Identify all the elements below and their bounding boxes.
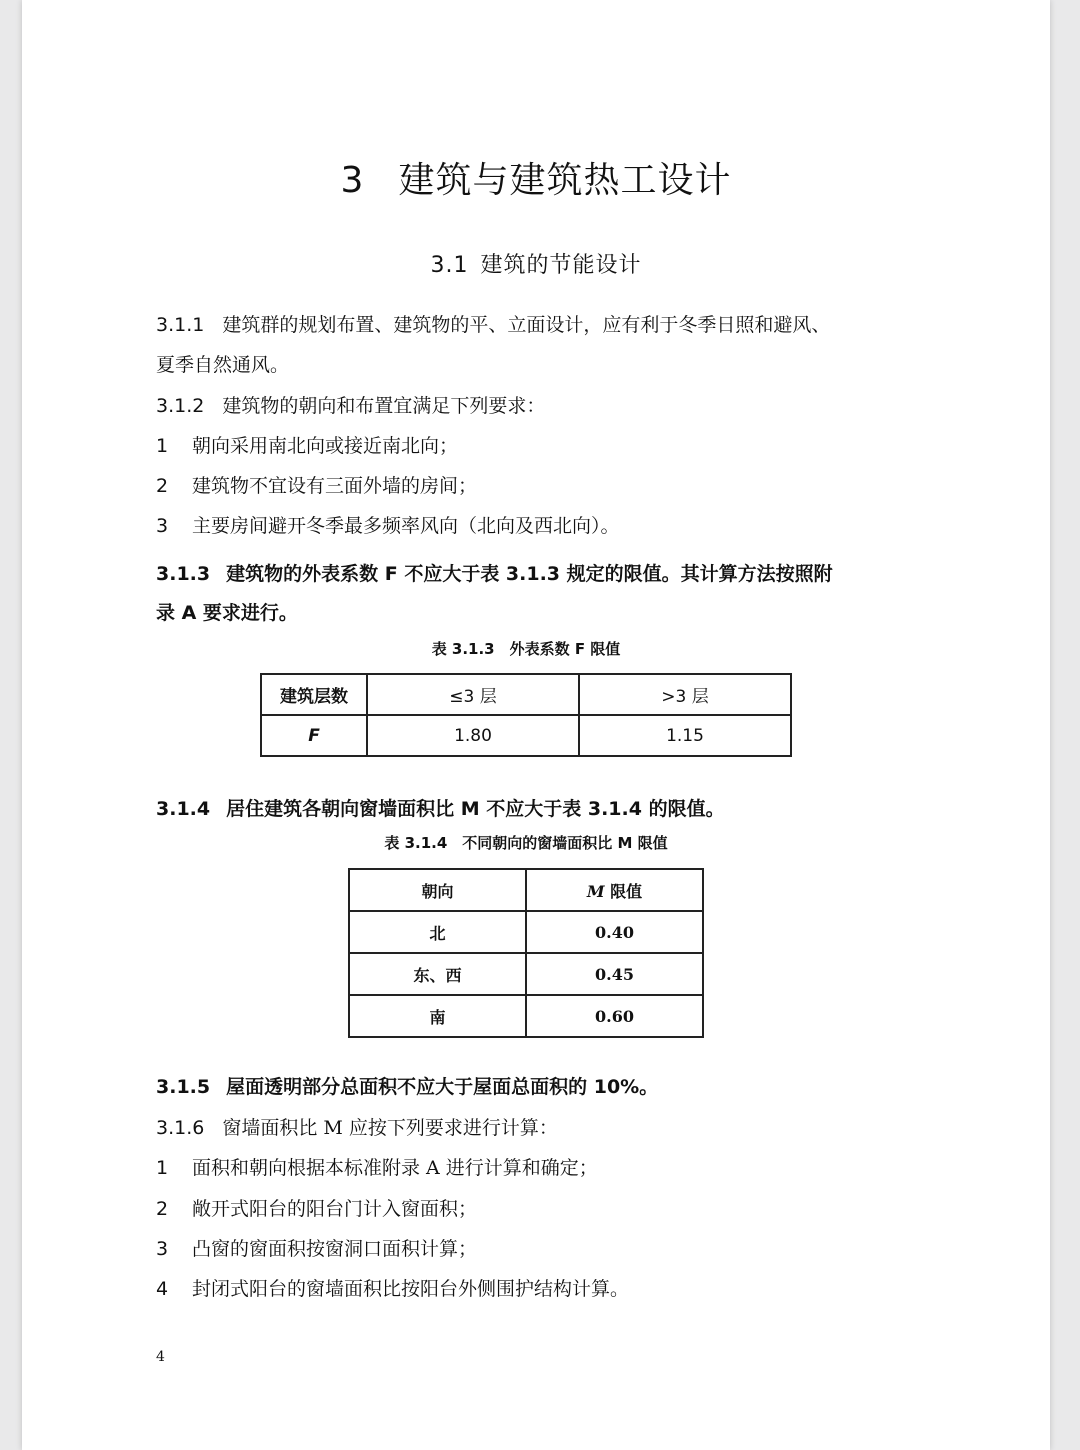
list-item-text: 主要房间避开冬季最多频率风向（北向及西北向）。 bbox=[192, 515, 620, 537]
clause-text: 录 A 要求进行。 bbox=[156, 602, 298, 624]
list-item bbox=[156, 1194, 477, 1221]
clause-3-1-5 bbox=[156, 1072, 658, 1099]
clause-3-1-3 bbox=[156, 559, 833, 586]
table-cell: 东、西 bbox=[349, 953, 526, 995]
table-row bbox=[349, 995, 703, 1037]
list-item-text: 敞开式阳台的阳台门计入窗面积； bbox=[192, 1198, 478, 1220]
list-item bbox=[156, 431, 458, 458]
section-number: 3.1 bbox=[430, 253, 469, 278]
table-header-cell: 建筑层数 bbox=[261, 674, 367, 715]
clause-number: 3.1.4 bbox=[156, 798, 211, 820]
chapter-title-text: 建筑与建筑热工设计 bbox=[398, 160, 732, 201]
list-item-text: 面积和朝向根据本标准附录 A 进行计算和确定； bbox=[192, 1157, 598, 1179]
table-row bbox=[349, 911, 703, 953]
clause-text: 屋面透明部分总面积不应大于屋面总面积的 10%。 bbox=[226, 1076, 659, 1098]
table-cell: 0.40 bbox=[526, 911, 703, 953]
list-item-number: 1 bbox=[156, 435, 169, 457]
list-item-number: 2 bbox=[156, 1198, 169, 1220]
list-item bbox=[156, 1153, 598, 1180]
clause-number: 3.1.3 bbox=[156, 563, 211, 585]
table-3-1-3-caption: 表 3.1.3 外表系数 F 限值 bbox=[431, 640, 621, 658]
document-page bbox=[22, 0, 1050, 1450]
page-number: 4 bbox=[156, 1349, 165, 1365]
section-title bbox=[22, 248, 1050, 279]
clause-text: 建筑物的朝向和布置宜满足下列要求： bbox=[222, 395, 546, 417]
table-row bbox=[261, 715, 791, 756]
list-item-number: 4 bbox=[156, 1278, 169, 1300]
header-label: 限值 bbox=[610, 881, 643, 901]
table-3-1-3 bbox=[260, 673, 792, 757]
list-item-text: 建筑物不宜设有三面外墙的房间； bbox=[192, 475, 478, 497]
list-item bbox=[156, 511, 620, 538]
list-item-text: 凸窗的窗面积按窗洞口面积计算； bbox=[192, 1238, 478, 1260]
table-header-row bbox=[261, 674, 791, 715]
table-header-row bbox=[349, 869, 703, 911]
list-item bbox=[156, 1234, 477, 1261]
clause-text: 窗墙面积比 M 应按下列要求进行计算： bbox=[222, 1117, 558, 1139]
table-cell: 1.80 bbox=[367, 715, 579, 756]
clause-3-1-1 bbox=[156, 310, 830, 337]
clause-3-1-1-continued bbox=[156, 350, 289, 377]
variable-m: M bbox=[586, 881, 605, 901]
clause-number: 3.1.2 bbox=[156, 395, 205, 417]
clause-text: 夏季自然通风。 bbox=[156, 354, 290, 376]
table-cell: 0.60 bbox=[526, 995, 703, 1037]
list-item-number: 3 bbox=[156, 515, 169, 537]
table-cell: 1.15 bbox=[579, 715, 791, 756]
table-3-1-4-caption: 表 3.1.4 不同朝向的窗墙面积比 M 限值 bbox=[384, 834, 668, 852]
clause-number: 3.1.6 bbox=[156, 1117, 205, 1139]
list-item-text: 朝向采用南北向或接近南北向； bbox=[192, 435, 459, 457]
table-cell: 0.45 bbox=[526, 953, 703, 995]
clause-number: 3.1.1 bbox=[156, 314, 205, 336]
table-header-cell: 朝向 bbox=[349, 869, 526, 911]
clause-number: 3.1.5 bbox=[156, 1076, 211, 1098]
list-item-number: 1 bbox=[156, 1157, 169, 1179]
list-item-number: 3 bbox=[156, 1238, 169, 1260]
clause-3-1-4 bbox=[156, 794, 725, 821]
table-row bbox=[349, 953, 703, 995]
list-item bbox=[156, 471, 477, 498]
list-item-number: 2 bbox=[156, 475, 169, 497]
list-item bbox=[156, 1274, 629, 1301]
chapter-number: 3 bbox=[340, 160, 365, 201]
table-cell: 南 bbox=[349, 995, 526, 1037]
table-header-cell: ≤3 层 bbox=[367, 674, 579, 715]
list-item-text: 封闭式阳台的窗墙面积比按阳台外侧围护结构计算。 bbox=[192, 1278, 630, 1300]
clause-text: 居住建筑各朝向窗墙面积比 M 不应大于表 3.1.4 的限值。 bbox=[226, 798, 725, 820]
table-header-cell bbox=[526, 869, 703, 911]
clause-3-1-3-continued bbox=[156, 598, 298, 625]
chapter-title bbox=[22, 152, 1050, 203]
table-header-cell: >3 层 bbox=[579, 674, 791, 715]
table-3-1-4 bbox=[348, 868, 704, 1038]
clause-3-1-6 bbox=[156, 1113, 558, 1140]
section-title-text: 建筑的节能设计 bbox=[480, 253, 642, 278]
table-cell: 北 bbox=[349, 911, 526, 953]
clause-3-1-2 bbox=[156, 391, 545, 418]
clause-text: 建筑物的外表系数 F 不应大于表 3.1.3 规定的限值。其计算方法按照附 bbox=[226, 563, 833, 585]
table-cell: F bbox=[261, 715, 367, 756]
clause-text: 建筑群的规划布置、建筑物的平、立面设计，应有利于冬季日照和避风、 bbox=[222, 314, 831, 336]
